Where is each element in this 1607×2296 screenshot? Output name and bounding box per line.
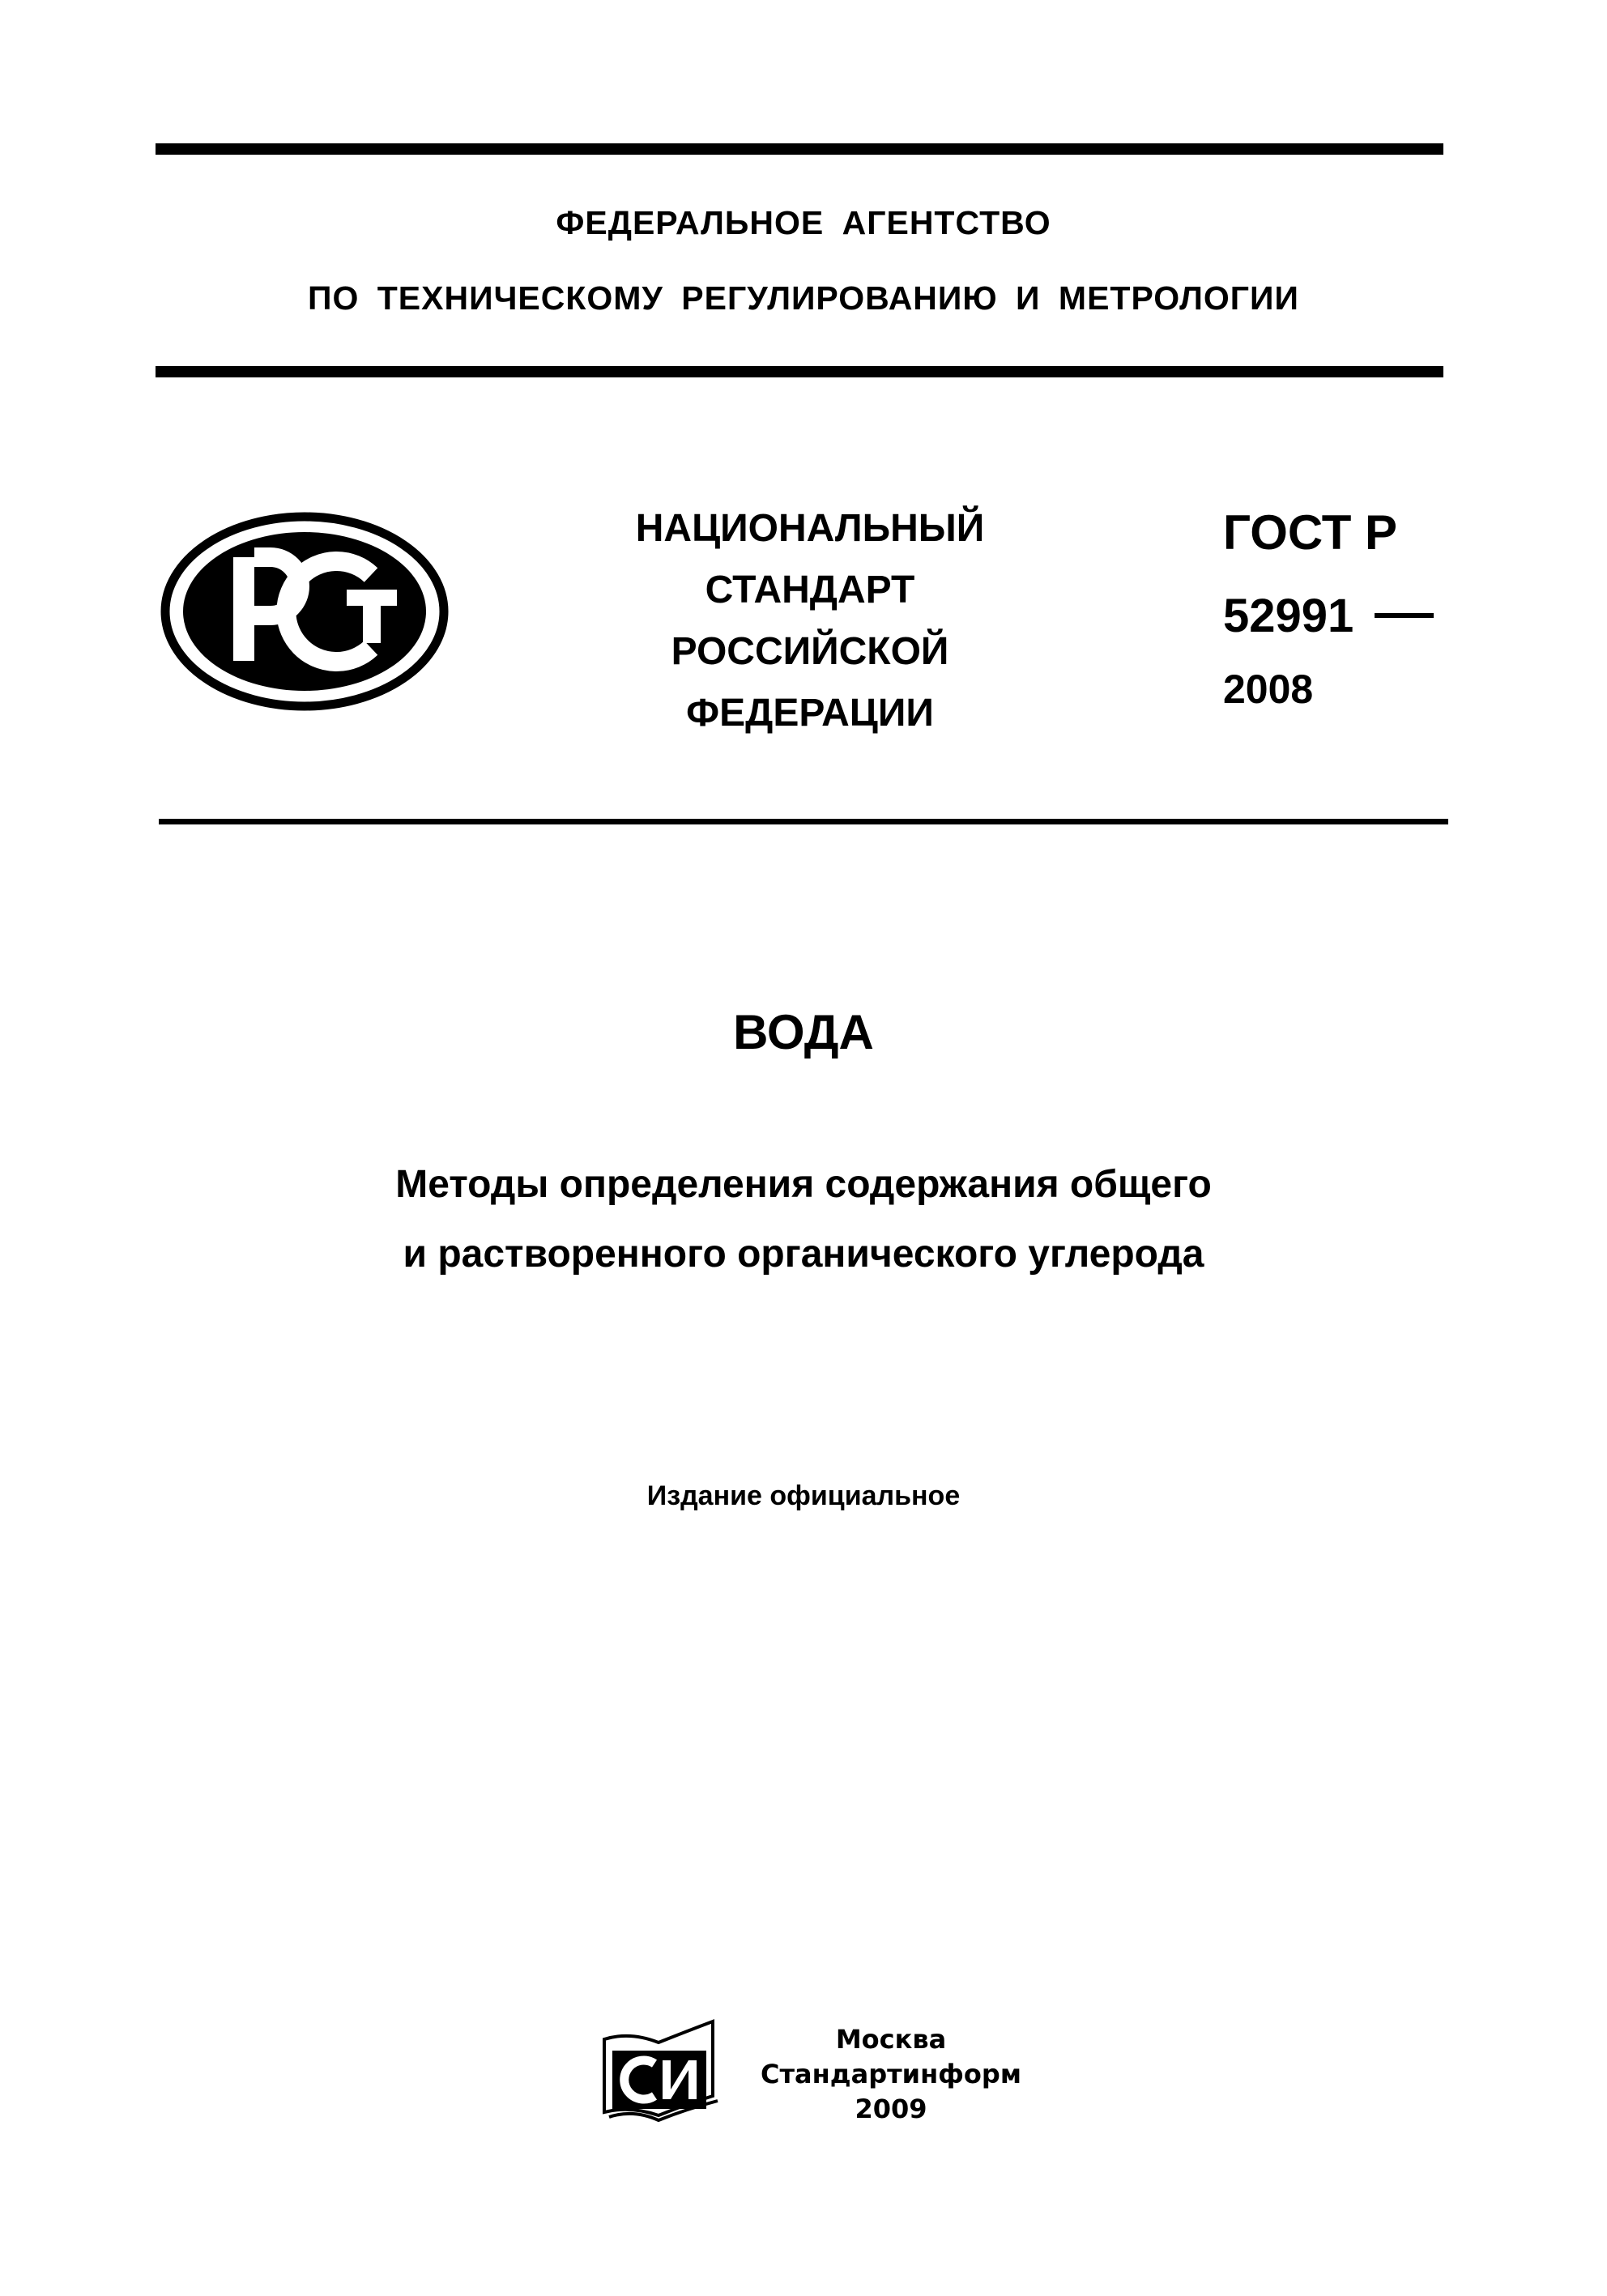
standard-type-line: ФЕДЕРАЦИИ xyxy=(686,692,934,735)
publisher-block xyxy=(745,2022,1037,2127)
standard-type-line: НАЦИОНАЛЬНЫЙ xyxy=(635,507,985,550)
agency-rule xyxy=(156,366,1443,377)
top-rule xyxy=(156,143,1443,155)
standard-type-line: РОССИЙСКОЙ xyxy=(671,630,949,673)
gost-designation-dash xyxy=(1375,613,1434,618)
standard-type-line: СТАНДАРТ xyxy=(705,569,915,611)
subtitle-line-2: и растворенного органического углерода xyxy=(403,1233,1204,1276)
publisher-city: Москва xyxy=(835,2024,947,2055)
document-title: ВОДА xyxy=(733,1005,874,1059)
gost-designation-number: 52991 xyxy=(1223,590,1354,642)
document-subtitle xyxy=(0,1150,1607,1289)
standartinform-logo-icon xyxy=(598,2017,719,2122)
agency-line-1: ФЕДЕРАЛЬНОЕ АГЕНТСТВО xyxy=(556,204,1051,241)
rst-certification-mark-icon xyxy=(159,510,450,713)
publisher-year: 2009 xyxy=(855,2094,927,2124)
publisher-name: Стандартинформ xyxy=(761,2059,1021,2089)
edition-label: Издание официальное xyxy=(646,1480,961,1511)
gost-designation-title: ГОСТ Р xyxy=(1223,505,1398,560)
standard-type xyxy=(599,498,1021,744)
header-bottom-rule xyxy=(159,819,1448,824)
subtitle-line-1: Методы определения содержания общего xyxy=(395,1163,1212,1206)
agency-line-2: ПО ТЕХНИЧЕСКОМУ РЕГУЛИРОВАНИЮ И МЕТРОЛОГИИ xyxy=(308,279,1299,317)
gost-designation-year: 2008 xyxy=(1223,667,1314,712)
